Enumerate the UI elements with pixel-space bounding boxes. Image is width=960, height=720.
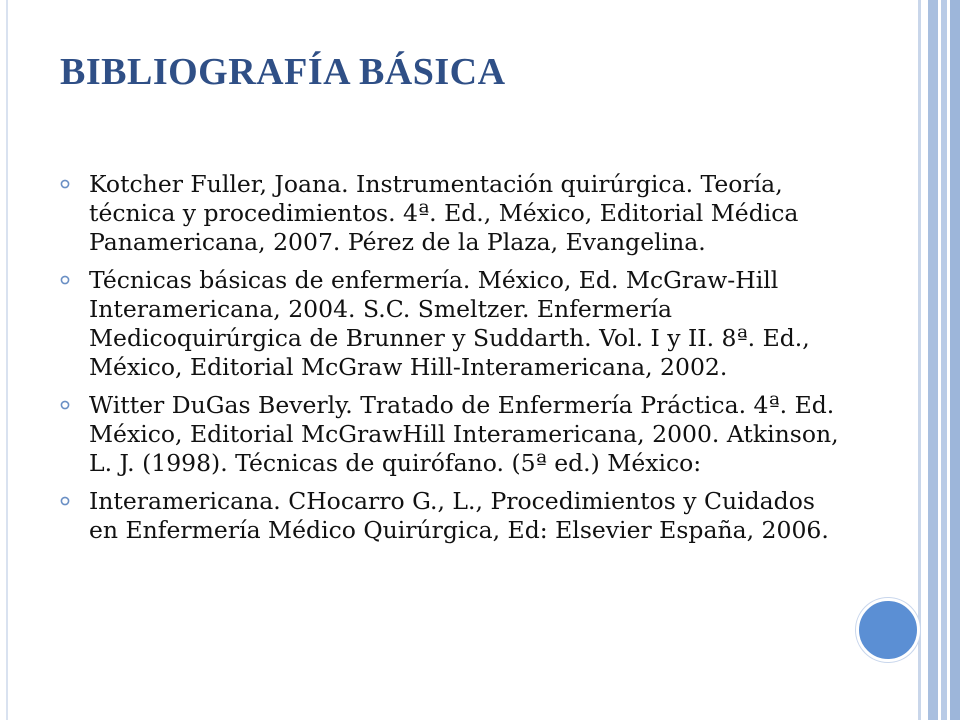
- reference-text: Interamericana. CHocarro G., L., Procedimientos y Cuidados en Enfermería Médico Quirúrgica, Ed: Elsevier España, 2006.: [89, 487, 829, 544]
- reference-item: [60, 170, 850, 257]
- decor-stripe: [928, 0, 938, 720]
- open-circle-bullet-icon: [60, 400, 70, 410]
- decor-circle: [856, 598, 920, 662]
- reference-item: [60, 487, 850, 545]
- reference-item: [60, 266, 850, 382]
- reference-text: Witter DuGas Beverly. Tratado de Enfermería Práctica. 4ª. Ed. México, Editorial McGrawHill Interamericana, 2000. Atkinson, L. J. (1998). Técnicas de quirófano. (5ª ed.) México:: [89, 391, 839, 477]
- reference-text: Kotcher Fuller, Joana. Instrumentación quirúrgica. Teoría, técnica y procedimientos. 4ª. Ed., México, Editorial Médica Panamericana, 2007. Pérez de la Plaza, Evangelina.: [89, 170, 799, 256]
- open-circle-bullet-icon: [60, 275, 70, 285]
- reference-text: Técnicas básicas de enfermería. México, Ed. McGraw-Hill Interamericana, 2004. S.C. Smeltzer. Enfermería Medicoquirúrgica de Brunner y Suddarth. Vol. I y II. 8ª. Ed., México, Editorial McGraw Hill-Interamericana, 2002.: [89, 266, 810, 381]
- frame-line: [6, 0, 8, 720]
- open-circle-bullet-icon: [60, 496, 70, 506]
- reference-item: [60, 391, 850, 478]
- reference-list: [60, 170, 850, 554]
- slide-title: BIBLIOGRAFÍA BÁSICA: [60, 51, 506, 93]
- decor-stripe: [950, 0, 960, 720]
- open-circle-bullet-icon: [60, 179, 70, 189]
- decor-stripe: [921, 0, 928, 720]
